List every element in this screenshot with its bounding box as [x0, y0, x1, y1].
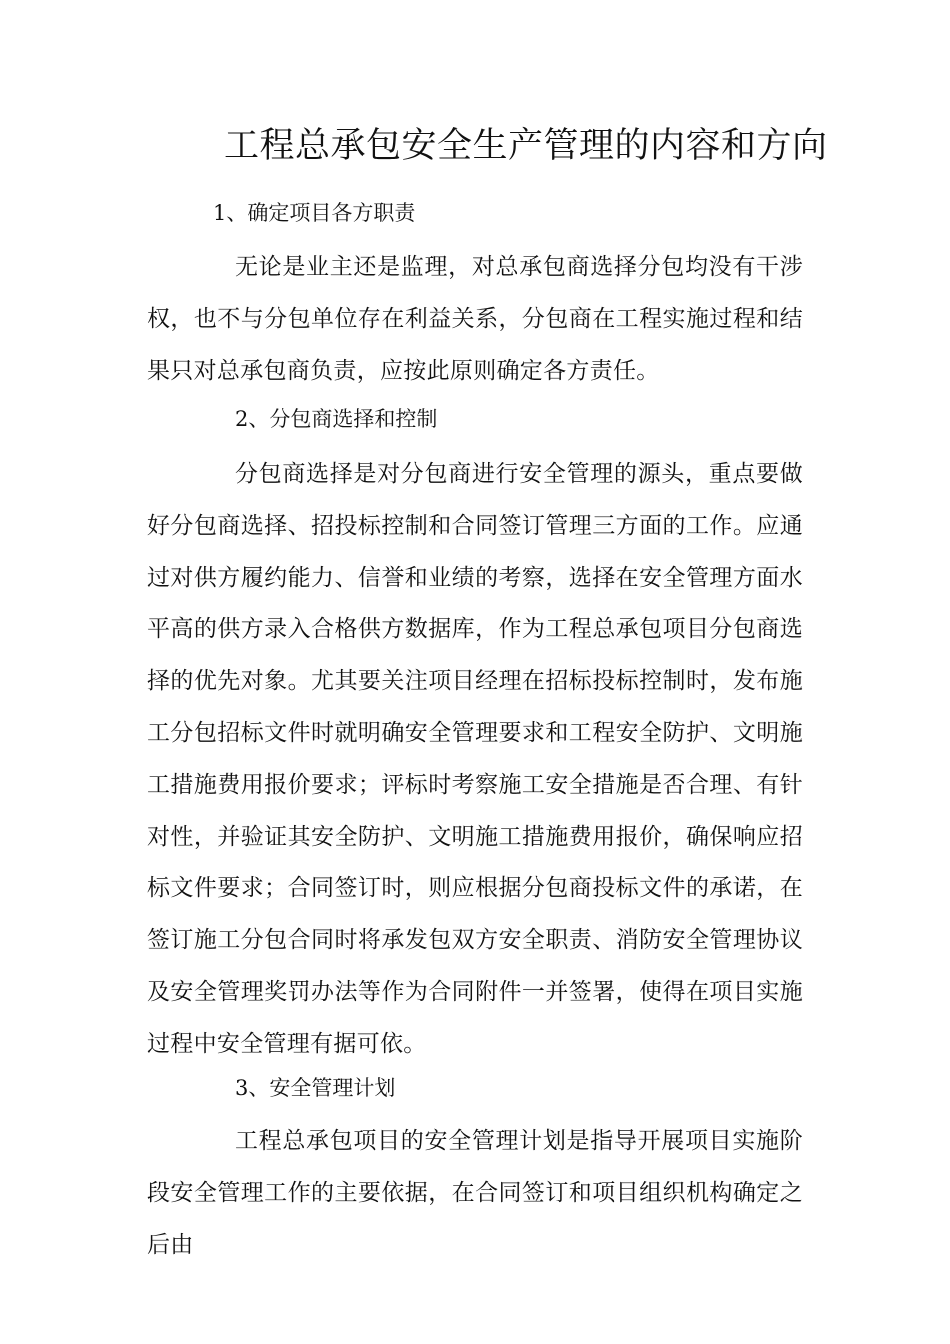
section-paragraph-2: 分包商选择是对分包商进行安全管理的源头，重点要做好分包商选择、招投标控制和合同签订管理三方面的工作。应通过对供方履约能力、信誉和业绩的考察，选择在安全管理方面水平高的供方录入合格供方数据库，作为工程总承包项目分包商选择的优先对象。尤其要关注项目经理在招标投标控制时，发布施工分包招标文件时就明确安全管理要求和工程安全防护、文明施工措施费用报价要求；评标时考察施工安全措施是否合理、有针对性，并验证其安全防护、文明施工措施费用报价，确保响应招标文件要求；合同签订时，则应根据分包商投标文件的承诺，在签订施工分包合同时将承发包双方安全职责、消防安全管理协议及安全管理奖罚办法等作为合同附件一并签署，使得在项目实施过程中安全管理有据可依。 [147, 461, 803, 1057]
section-heading-2: 2、分包商选择和控制 [235, 407, 438, 431]
document-title: 工程总承包安全生产管理的内容和方向 [224, 126, 828, 166]
section-paragraph-1: 无论是业主还是监理，对总承包商选择分包均没有干涉权，也不与分包单位存在利益关系，分包商在工程实施过程和结果只对总承包商负责，应按此原则确定各方责任。 [147, 254, 803, 384]
section-heading-1: 1、确定项目各方职责 [213, 201, 416, 225]
section-heading-3: 3、安全管理计划 [235, 1076, 396, 1100]
section-paragraph-3: 工程总承包项目的安全管理计划是指导开展项目实施阶段安全管理工作的主要依据，在合同签订和项目组织机构确定之后由 [147, 1128, 803, 1258]
